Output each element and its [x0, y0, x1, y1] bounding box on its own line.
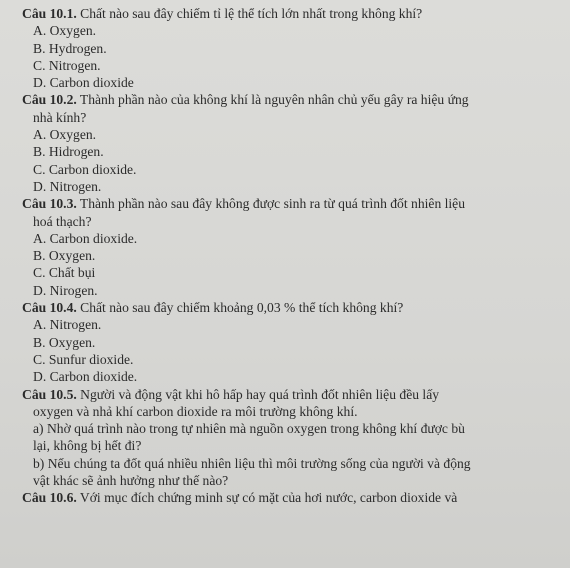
option-b: B. Hydrogen.: [33, 40, 107, 56]
option-a: A. Nitrogen.: [33, 317, 102, 333]
option-a: A. Carbon dioxide.: [33, 230, 138, 246]
question-number: Câu 10.5.: [22, 386, 77, 402]
question-text: Chất nào sau đây chiếm tỉ lệ thể tích lớn nhất trong không khí?: [76, 6, 423, 21]
option-b: B. Hidrogen.: [33, 144, 104, 160]
option-c: C. Carbon dioxide.: [33, 161, 137, 177]
option-d: D. Nitrogen.: [33, 178, 102, 194]
question-10-1: [22, 5, 552, 91]
question-text: Thành phần nào sau đây không được sinh ra từ quá trình đốt nhiên liệu: [76, 196, 466, 212]
question-number: Câu 10.3.: [22, 196, 77, 212]
question-number: Câu 10.2.: [22, 92, 77, 108]
question-text-continuation: hoá thạch?: [33, 213, 92, 229]
question-10-5: [22, 386, 552, 490]
question-text: Chất nào sau đây chiếm khoảng 0,03 % thể tích không khí?: [76, 300, 404, 316]
question-text: Người và động vật khi hô hấp hay quá trình đốt nhiên liệu đều lấy: [76, 386, 440, 402]
option-d: D. Carbon dioxide: [33, 75, 134, 91]
question-10-2: [22, 91, 552, 195]
question-number: Câu 10.6.: [22, 490, 77, 506]
option-c: C. Nitrogen.: [33, 57, 101, 73]
option-b: B. Oxygen.: [33, 334, 96, 350]
question-10-6: [22, 489, 552, 506]
sub-question-a-continuation: lại, không bị hết đi?: [33, 438, 142, 454]
question-number: Câu 10.1.: [22, 6, 77, 21]
option-c: C. Chất bụi: [33, 265, 96, 281]
option-b: B. Oxygen.: [33, 248, 96, 264]
option-a: A. Oxygen.: [33, 127, 97, 143]
option-c: C. Sunfur dioxide.: [33, 351, 134, 367]
sub-question-b-continuation: vật khác sẽ ảnh hưởng như thế nào?: [33, 473, 229, 489]
question-text-continuation: oxygen và nhả khí carbon dioxide ra môi trường không khí.: [33, 403, 358, 419]
question-number: Câu 10.4.: [22, 300, 77, 316]
question-10-4: [22, 299, 552, 385]
option-d: D. Carbon dioxide.: [33, 369, 138, 385]
question-text: Với mục đích chứng minh sự có mặt của hơi nước, carbon dioxide và: [76, 490, 458, 506]
option-d: D. Nirogen.: [33, 282, 98, 298]
sub-question-a: a) Nhờ quá trình nào trong tự nhiên mà nguồn oxygen trong không khí được bù: [33, 421, 465, 437]
question-text: Thành phần nào của không khí là nguyên nhân chủ yếu gây ra hiệu ứng: [76, 92, 469, 108]
question-10-3: [22, 195, 552, 299]
option-a: A. Oxygen.: [33, 23, 97, 39]
sub-question-b: b) Nếu chúng ta đốt quá nhiều nhiên liệu thì môi trường sống của người và động: [33, 455, 471, 471]
question-text-continuation: nhà kính?: [33, 109, 87, 125]
